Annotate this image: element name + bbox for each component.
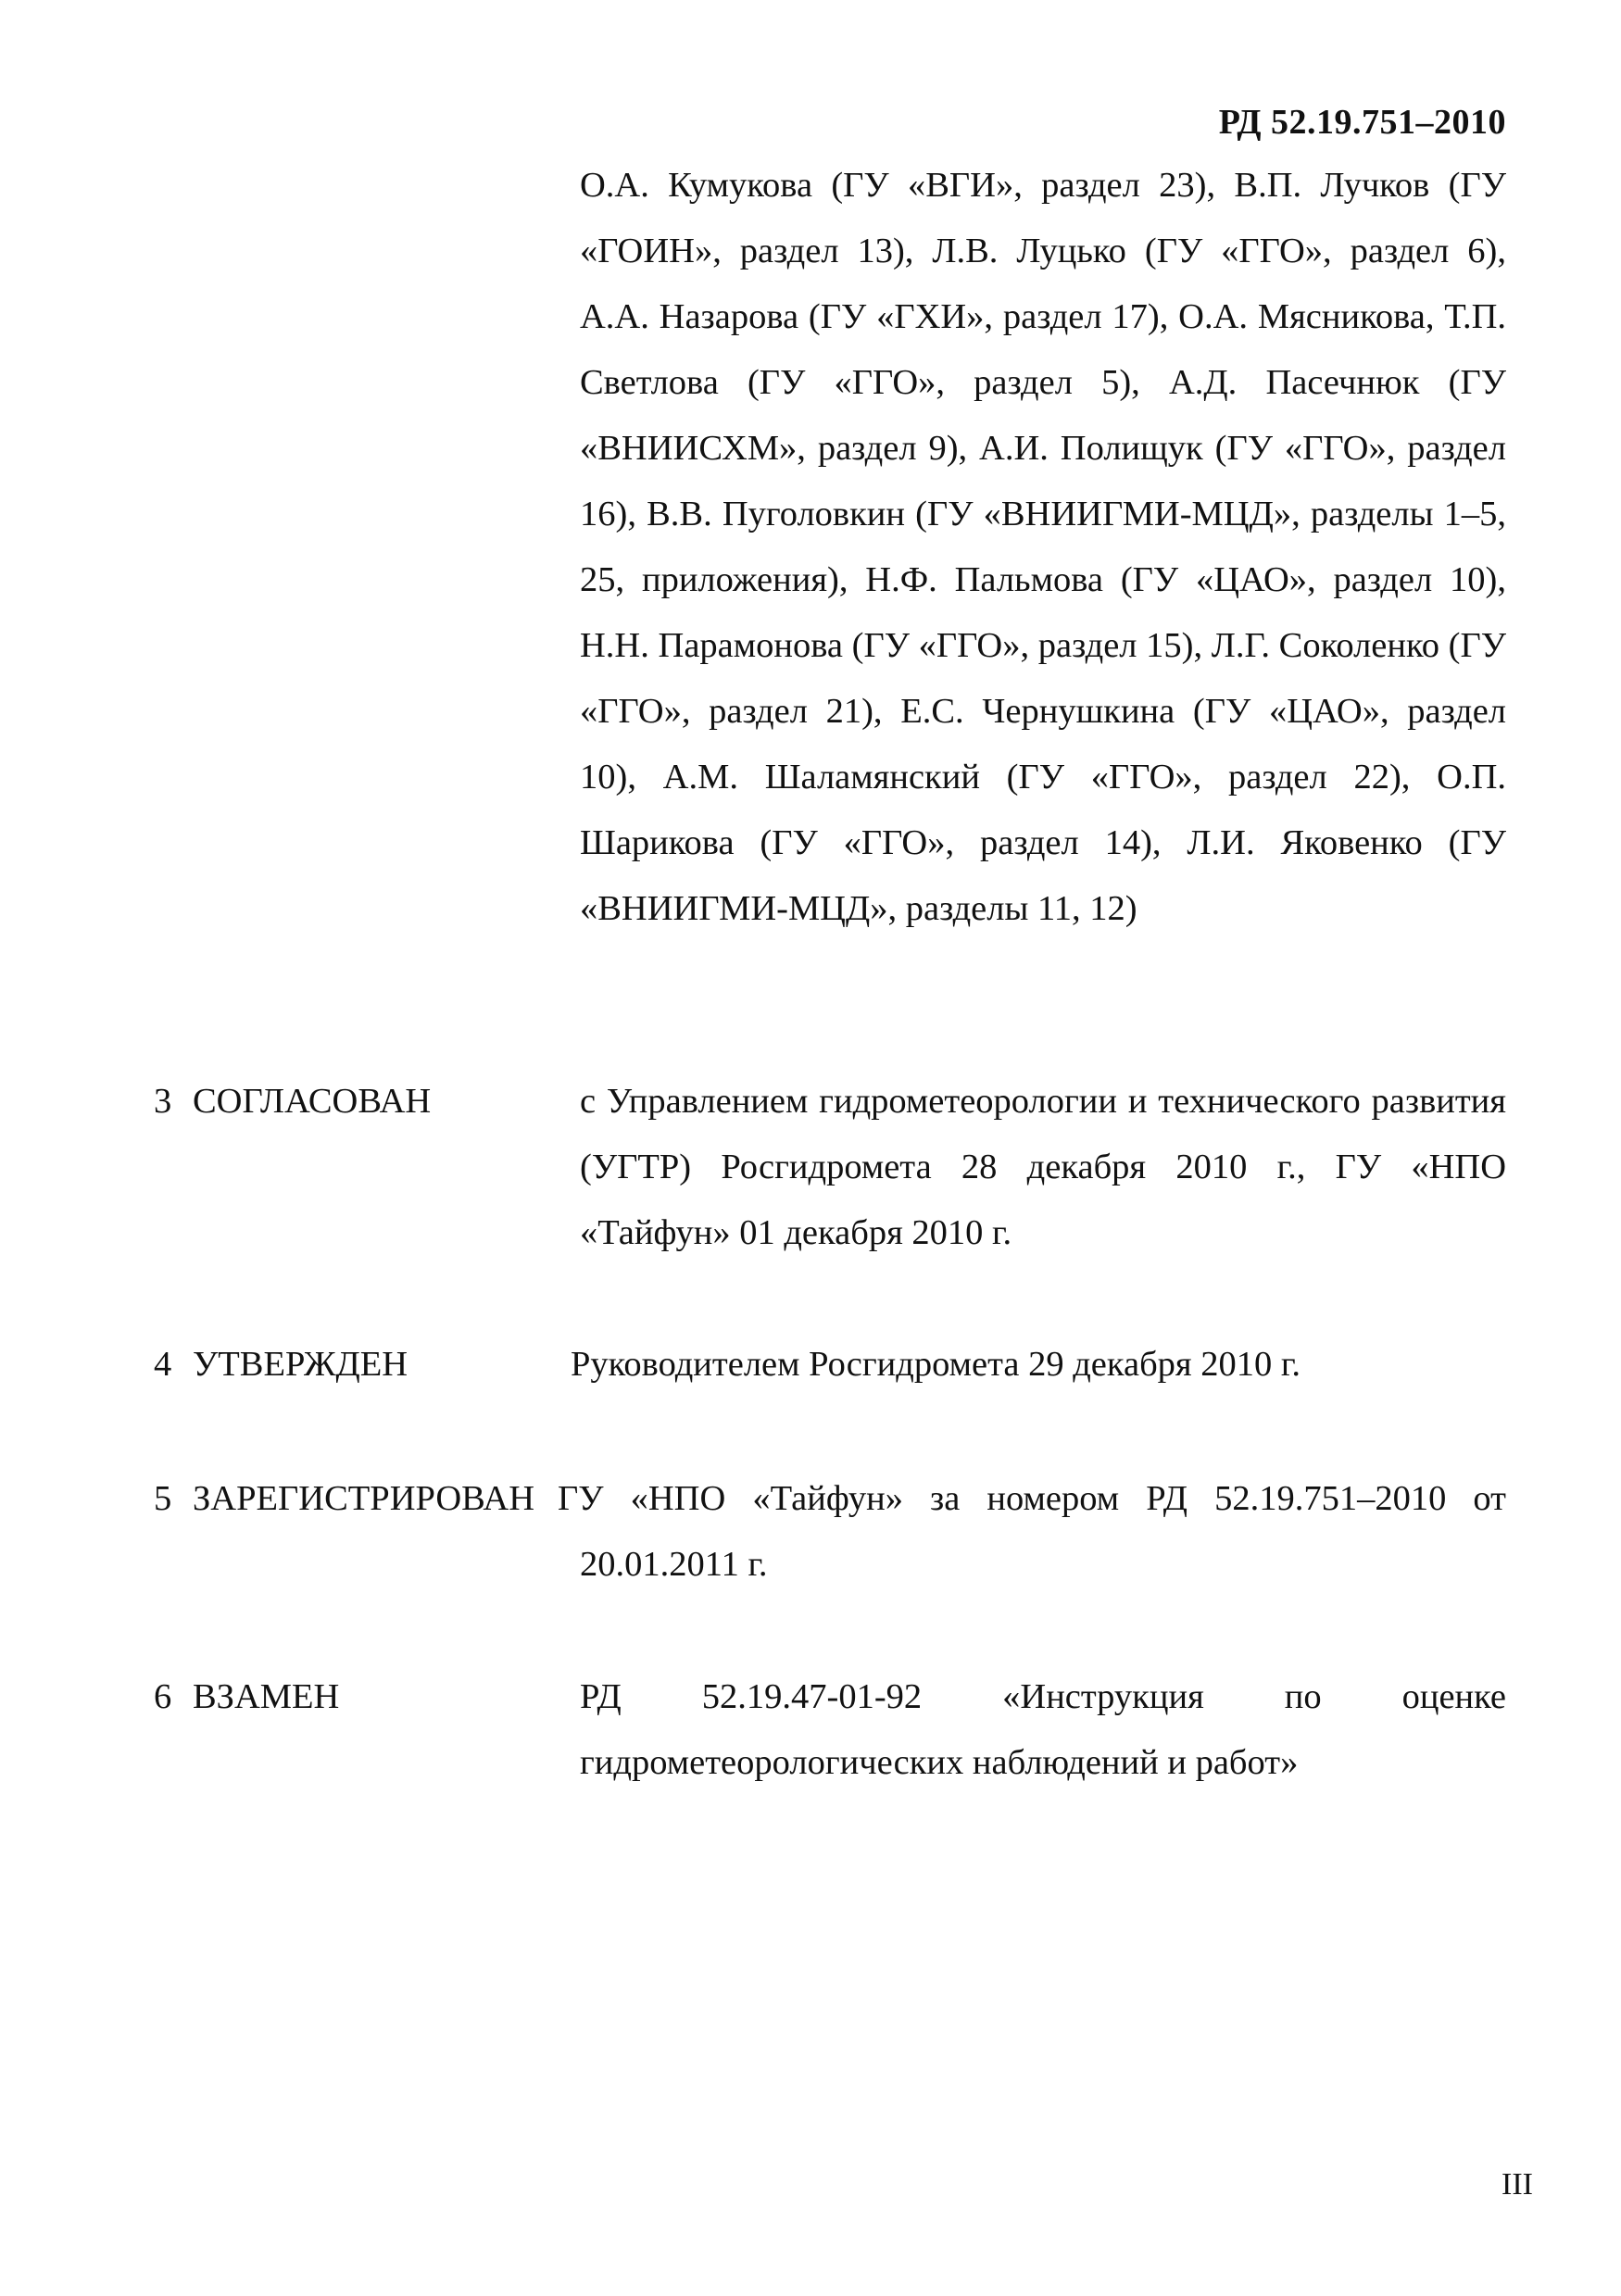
item-title: СОГЛАСОВАН [193,1082,432,1121]
document-code-header: РД 52.19.751–2010 [1218,103,1506,142]
item-title: ВЗАМЕН [193,1677,340,1716]
item-number: 4 [154,1345,172,1384]
item-number: 5 [154,1479,172,1518]
item-label [154,1069,431,1135]
item-label [154,1332,408,1398]
page-number: III [1502,2167,1533,2202]
item-number: 6 [154,1677,172,1716]
item-label [154,1466,534,1532]
item-text [558,1466,1506,1598]
item-text: РД 52.19.47-01-92 «Инструкция по оценке гидрометеорологических наблюдений и работ» [580,1677,1506,1782]
item-text-line-2: 20.01.2011 г. [580,1545,768,1584]
contributors-continuation-text: О.А. Кумукова (ГУ «ВГИ», раздел 23), В.П. Лучков (ГУ «ГОИН», раздел 13), Л.В. Луцько (ГУ «ГГО», раздел 6), А.А. Назарова (ГУ «ГХИ», раздел 17), О.А. Мясникова, Т.П. Светлова (ГУ «ГГО», раздел 5), А.Д. Пасечнюк (ГУ «ВНИИСХМ», раздел 9), А.И. Полищук (ГУ «ГГО», раздел 16), В.В. Пуголовкин (ГУ «ВНИИГМИ-МЦД», разделы 1–5, 25, приложения), Н.Ф. Пальмова (ГУ «ЦАО», раздел 10), Н.Н. Парамонова (ГУ «ГГО», раздел 15), Л.Г. Соколенко (ГУ «ГГО», раздел 21), Е.С. Чернушкина (ГУ «ЦАО», раздел 10), А.М. Шаламянский (ГУ «ГГО», раздел 22), О.П. Шарикова (ГУ «ГГО», раздел 14), Л.И. Яковенко (ГУ «ВНИИГМИ-МЦД», разделы 11, 12) [580,166,1506,928]
item-title: ЗАРЕГИСТРИРОВАН [193,1479,535,1518]
item-text: с Управлением гидрометеорологии и технического развития (УГТР) Росгидромета 28 декабря 2010 г., ГУ «НПО «Тайфун» 01 декабря 2010 г. [580,1082,1506,1252]
item-text: Руководителем Росгидромета 29 декабря 2010 г. [571,1345,1301,1384]
item-title: УТВЕРЖДЕН [193,1345,408,1384]
item-number: 3 [154,1082,172,1121]
item-label [154,1664,339,1730]
item-text-line-1: ГУ «НПО «Тайфун» за номером РД 52.19.751–2010 от [558,1479,1506,1518]
